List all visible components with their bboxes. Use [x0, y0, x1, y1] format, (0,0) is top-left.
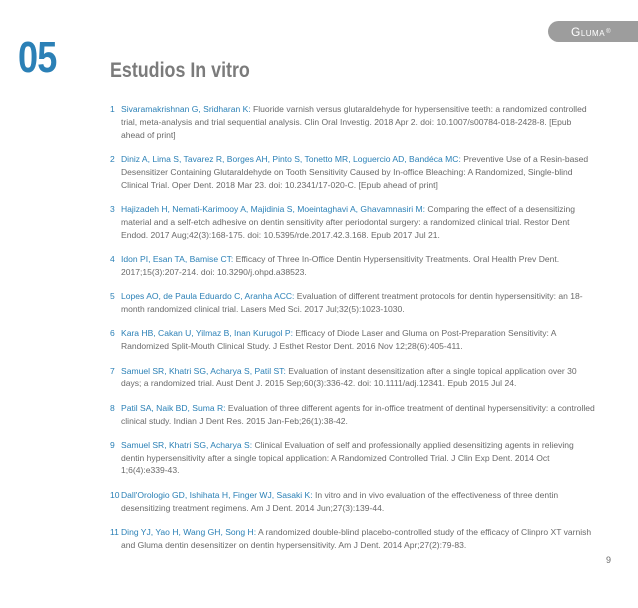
registered-mark: ® [606, 28, 611, 35]
reference-number: 2 [110, 153, 115, 164]
reference-number: 8 [110, 402, 115, 413]
reference-authors: Samuel SR, Khatri SG, Acharya S, Patil ST: [121, 365, 286, 376]
reference-authors: Ding YJ, Yao H, Wang GH, Song H: [121, 527, 257, 538]
reference-list [110, 103, 596, 563]
reference-authors: Lopes AO, de Paula Eduardo C, Aranha ACC: [121, 291, 295, 302]
page-title: Estudios In vitro [110, 59, 250, 82]
reference-number: 6 [110, 328, 115, 339]
reference-item [110, 153, 596, 191]
reference-text: Evaluation of three different agents for in-office treatment of dentinal hypersensitivity: a controlled clinical study. Indian J Dent Res. 2015 Jan-Feb;26(1):38-42. [121, 402, 595, 426]
reference-text: Evaluation of instant desensitization after a single topical application over 30 days; a randomized trial. Aust Dent J. 2015 Sep;60(3):336-42. doi: 10.1111/adj.12341. Epub 2015 Jul 24. [121, 365, 577, 389]
reference-authors: Samuel SR, Khatri SG, Acharya S: [121, 439, 253, 450]
reference-authors: Dall'Orologio GD, Ishihata H, Finger WJ, Sasaki K: [121, 489, 313, 500]
reference-authors: Hajizadeh H, Nemati-Karimooy A, Majidinia S, Moeintaghavi A, Ghavamnasiri M: [121, 203, 426, 214]
reference-item [110, 103, 596, 141]
reference-text: Efficacy of Three In-Office Dentin Hypersensitivity Treatments. Oral Health Prev Dent. 2017;15(3):207-214. doi: 10.3290/j.ohpd.a38523. [121, 253, 560, 277]
reference-text: Comparing the effect of a desensitizing material and a self-etch adhesive on dentin sensitivity after periodontal surgery: a randomized clinical trial. Restor Dent Endod. 2017 Aug;42(3):168-175. doi: 10.5395/rde.2017.42.3.168. Epub 2017 Jul 21. [121, 203, 575, 240]
brand-name: Gluma [571, 24, 606, 39]
reference-text: A randomized double-blind placebo-controlled study of the efficacy of Clinpro XT varnish and Gluma dentin desensitizer on dentin hypersensitivity. Am J Dent. 2014 Apr;27(2):79-83. [121, 527, 592, 550]
reference-number: 7 [110, 365, 115, 376]
reference-item [110, 402, 596, 428]
reference-item [110, 489, 596, 515]
reference-authors: Diniz A, Lima S, Tavarez R, Borges AH, Pinto S, Tonetto MR, Loguercio AD, Bandéca MC: [121, 153, 461, 164]
reference-authors: Kara HB, Cakan U, Yilmaz B, Inan Kurugol P: [121, 328, 293, 339]
reference-text: Clinical Evaluation of self and professionally applied desensitizing agents in relieving dentin hypersensitivity after a single topical application: A Randomized Controlled Trial. J Clin Exp Dent. 2014 Oct 1;6(4):e339-43. [121, 439, 574, 476]
reference-number: 9 [110, 439, 115, 450]
reference-text: In vitro and in vivo evaluation of the effectiveness of three dentin desensitizing treatment regimens. Am J Dent. 2014 Jun;27(3):139-44. [121, 489, 559, 513]
reference-item [110, 365, 596, 391]
reference-text: Fluoride varnish versus glutaraldehyde for hypersensitive teeth: a randomized controlled trial, meta-analysis and trial sequential analysis. Clin Oral Investig. 2018 Apr 2. doi: 10.1007/s00784-018-2428-8. [Epub ahead of print] [121, 104, 587, 140]
reference-item [110, 253, 596, 279]
reference-text: Evaluation of different treatment protocols for dentin hypersensitivity: an 18-month randomized clinical trial. Lasers Med Sci. 2017 Jul;32(5):1023-1030. [121, 291, 583, 314]
reference-text: Preventive Use of a Resin-based Desensitizer Containing Glutaraldehyde on Tooth Sensitivity Caused by In-office Bleaching: A Randomized, Single-blind Clinical Trial. Oper Dent. 2018 Mar 23. doi: 10.2341/17-020-C. [Epub ahead of print] [121, 153, 589, 190]
page-number: 9 [605, 555, 611, 565]
reference-number: 10 [110, 489, 120, 500]
reference-number: 11 [110, 527, 119, 538]
reference-number: 3 [110, 203, 115, 214]
reference-text: Efficacy of Diode Laser and Gluma on Post-Preparation Sensitivity: A Randomized Split-Mouth Clinical Study. J Esthet Restor Dent. 2016 Nov 12;28(6):405-411. [121, 328, 557, 352]
reference-item [110, 526, 596, 552]
reference-number: 5 [110, 291, 115, 302]
reference-authors: Patil SA, Naik BD, Suma R: [121, 402, 226, 413]
reference-item [110, 439, 596, 477]
reference-item [110, 203, 596, 241]
reference-authors: Sivaramakrishnan G, Sridharan K: [121, 104, 251, 114]
reference-item [110, 327, 596, 353]
brand-logo [548, 21, 638, 42]
reference-authors: Idon PI, Esan TA, Bamise CT: [121, 253, 234, 264]
reference-item [110, 290, 596, 316]
chapter-number: 05 [18, 33, 57, 82]
reference-number: 4 [110, 253, 115, 264]
reference-number: 1 [110, 104, 115, 114]
